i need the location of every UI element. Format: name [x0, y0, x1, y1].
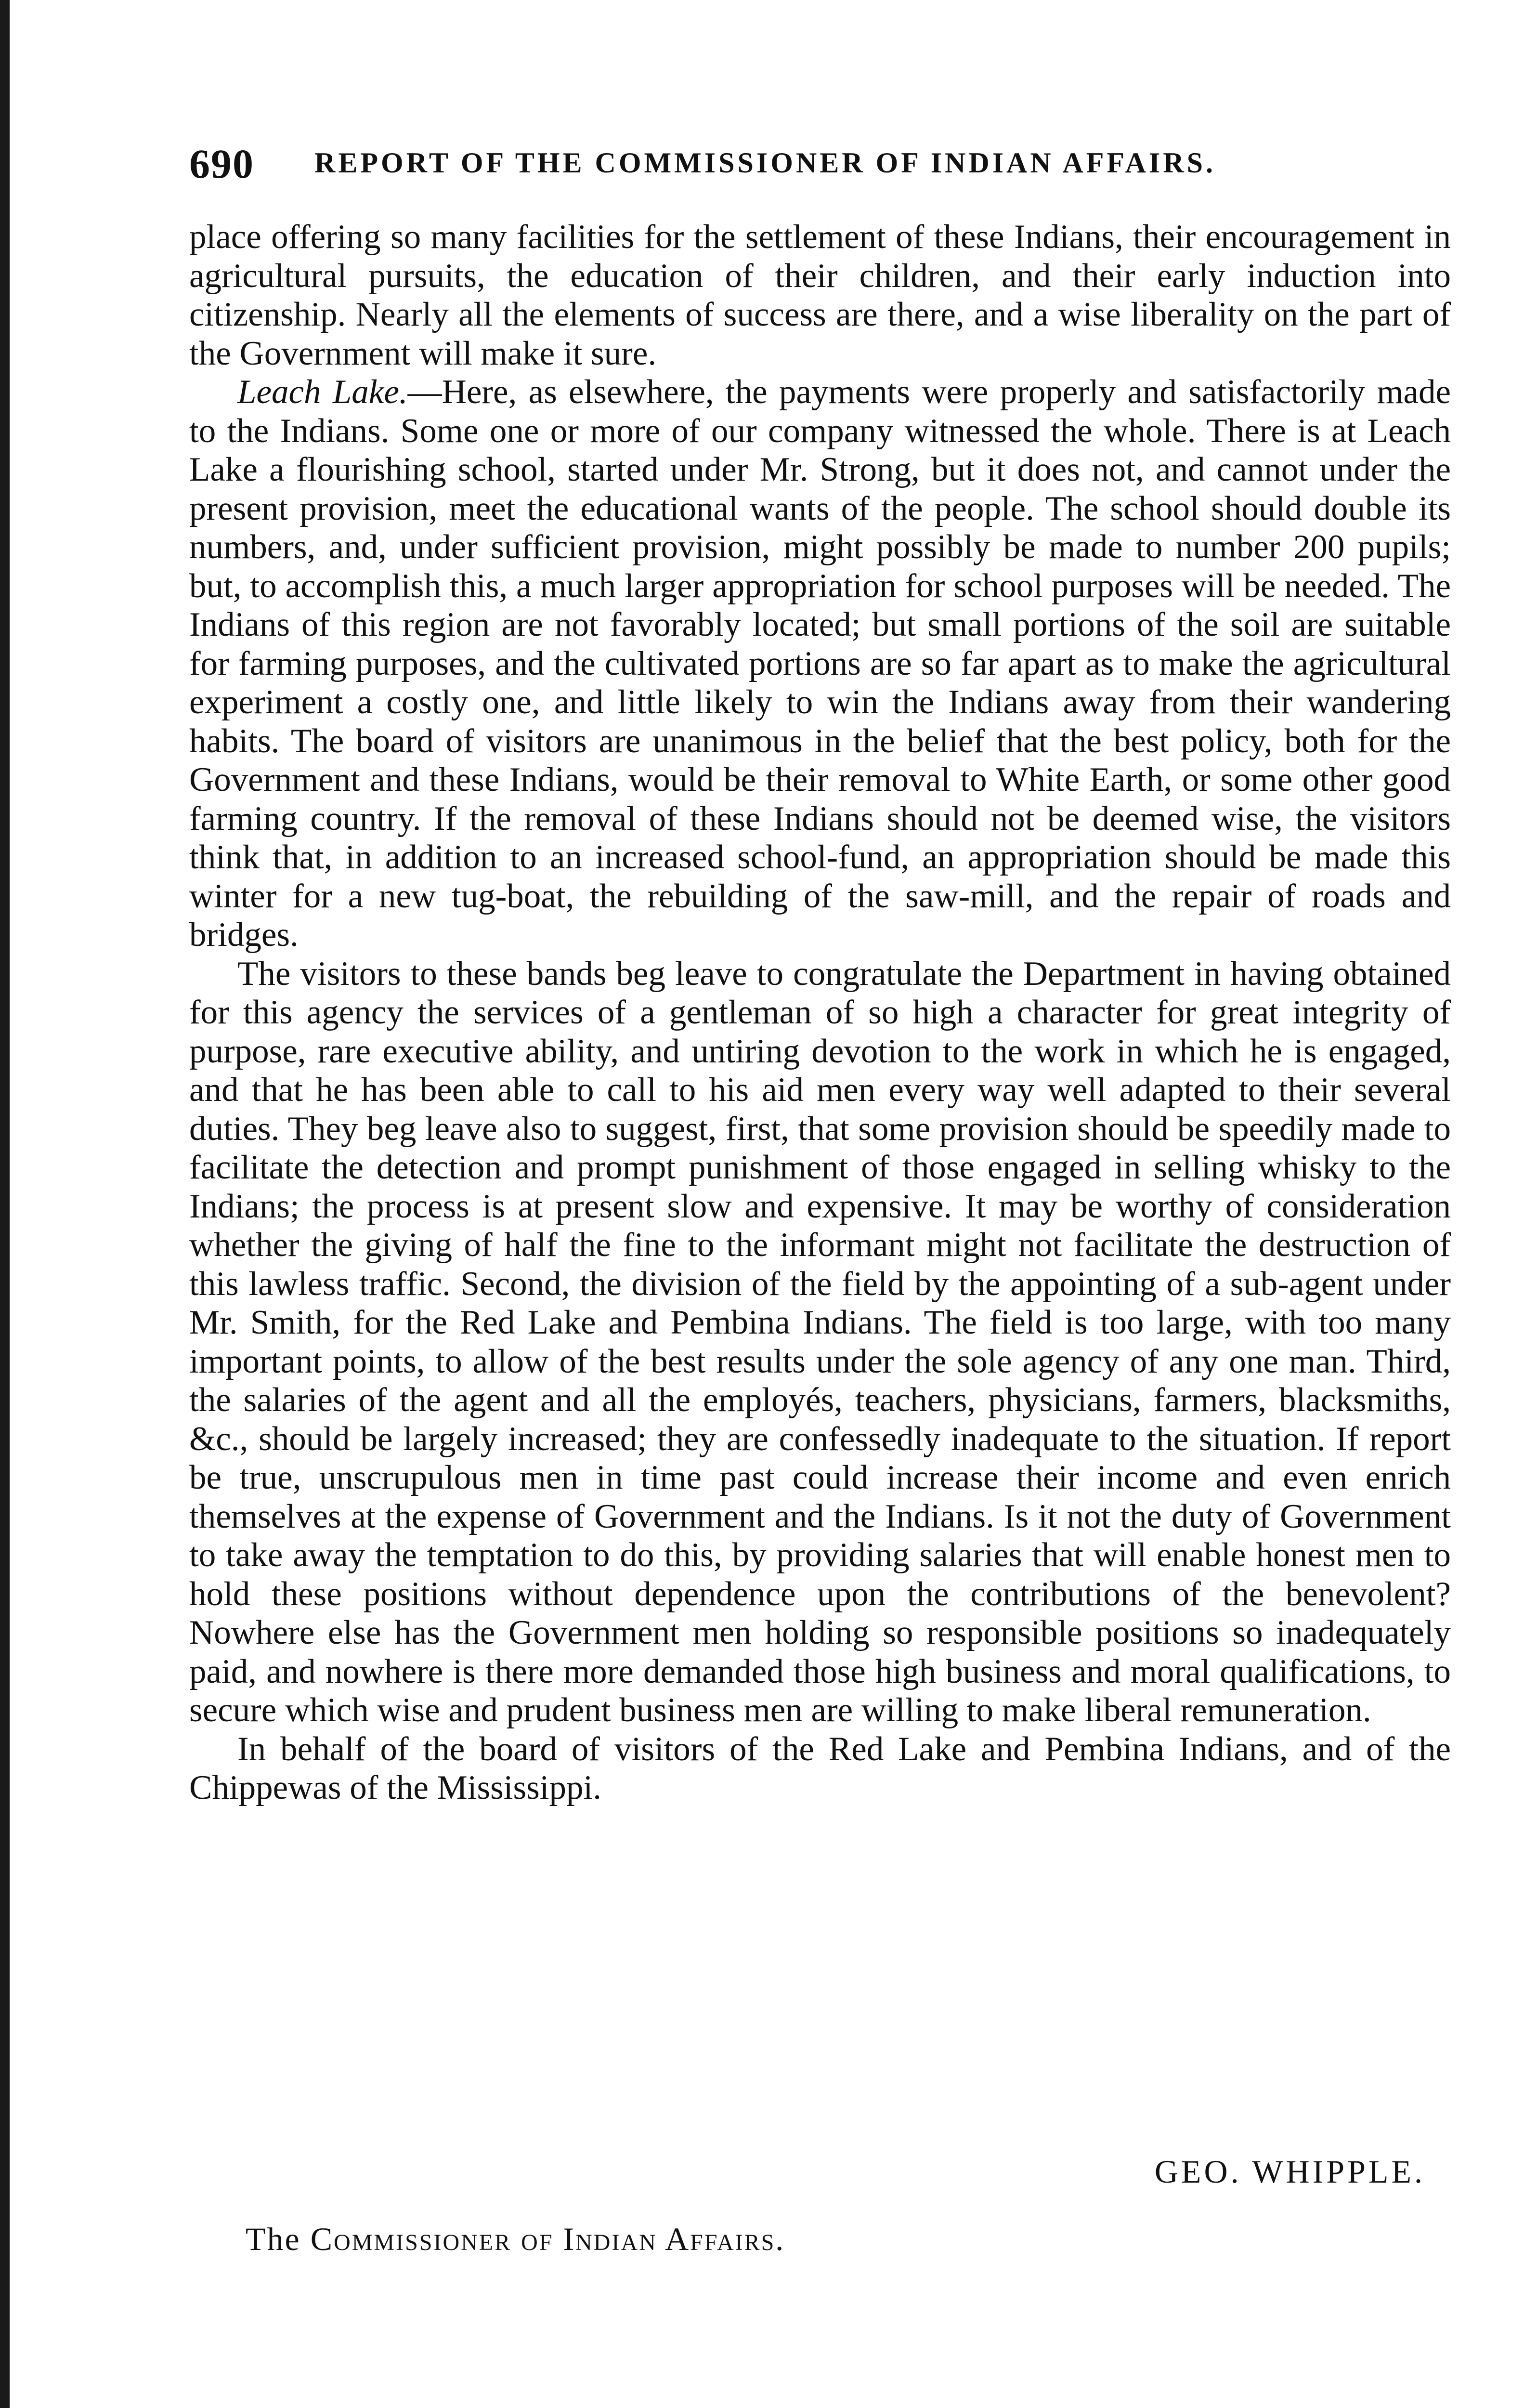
- body-text: [189, 218, 1451, 1807]
- page-left-edge: [0, 0, 10, 2408]
- signature: GEO. WHIPPLE.: [1154, 2153, 1425, 2190]
- paragraph-1: place offering so many facilities for the settlement of these Indians, their encouragement in agricultural pursuits, the education of their children, and their early induction into citizenship. Nearly all the elements of success are there, and a wise liberality on the part of the Government will make it sure.: [189, 218, 1451, 372]
- paragraph-4: In behalf of the board of visitors of the Red Lake and Pembina Indians, and of the Chippewas of the Mississippi.: [189, 1730, 1451, 1806]
- running-head: REPORT OF THE COMMISSIONER OF INDIAN AFFAIRS.: [314, 147, 1216, 179]
- place-name-leach-lake: Leach Lake.: [237, 373, 408, 411]
- paragraph-2: [189, 373, 1451, 955]
- page-number: 690: [189, 141, 254, 187]
- paragraph-3: The visitors to these bands beg leave to congratulate the Department in having obtained for this agency the services of a gentleman of so high a character for great integrity of purpose, rare executive ability, and untiring devotion to the work in which he is engaged, and that he has been able to call to his aid men every way well adapted to their several duties. They beg leave also to suggest, first, that some provision should be speedily made to facilitate the detection and prompt punishment of those engaged in selling whisky to the Indians; the process is at present slow and expensive. It may be worthy of consideration whether the giving of half the fine to the informant might not facilitate the destruction of this lawless traffic. Second, the division of the field by the appointing of a sub-agent under Mr. Smith, for the Red Lake and Pembina Indians. The field is too large, with too many important points, to allow of the best results under the sole agency of any one man. Third, the salaries of the agent and all the employés, teachers, physicians, farmers, blacksmiths, &c., should be largely increased; they are confessedly inadequate to the situation. If report be true, unscrupulous men in time past could increase their income and even enrich themselves at the expense of Government and the Indians. Is it not the duty of Government to take away the temptation to do this, by providing salaries that will enable honest men to hold these positions without dependence upon the contributions of the benevolent? Nowhere else has the Government men holding so responsible positions so inadequately paid, and nowhere is there more demanded those high business and moral qualifications, to secure which wise and prudent business men are willing to make liberal remuneration.: [189, 955, 1451, 1729]
- addressee-title: Commissioner of Indian Affairs.: [310, 2221, 785, 2257]
- page-header: [189, 140, 1355, 197]
- addressee: [246, 2220, 785, 2258]
- addressee-prefix: The: [246, 2221, 301, 2257]
- paragraph-2-text: —Here, as elsewhere, the payments were properly and satisfactorily made to the Indians. Some one or more of our company witnessed the whole. There is at Leach Lake a flourishing school, started under Mr. Strong, but it does not, and cannot under the present provision, meet the educational wants of the people. The school should double its numbers, and, under sufficient provision, might possibly be made to number 200 pupils; but, to accomplish this, a much larger appropriation for school purposes will be needed. The Indians of this region are not favorably located; but small portions of the soil are suitable for farming purposes, and the cultivated portions are so far apart as to make the agricultural experiment a costly one, and little likely to win the Indians away from their wandering habits. The board of visitors are unanimous in the belief that the best policy, both for the Government and these Indians, would be their removal to White Earth, or some other good farming country. If the removal of these Indians should not be deemed wise, the visitors think that, in addition to an increased school-fund, an appropriation should be made this winter for a new tug-boat, the rebuilding of the saw-mill, and the repair of roads and bridges.: [189, 373, 1451, 954]
